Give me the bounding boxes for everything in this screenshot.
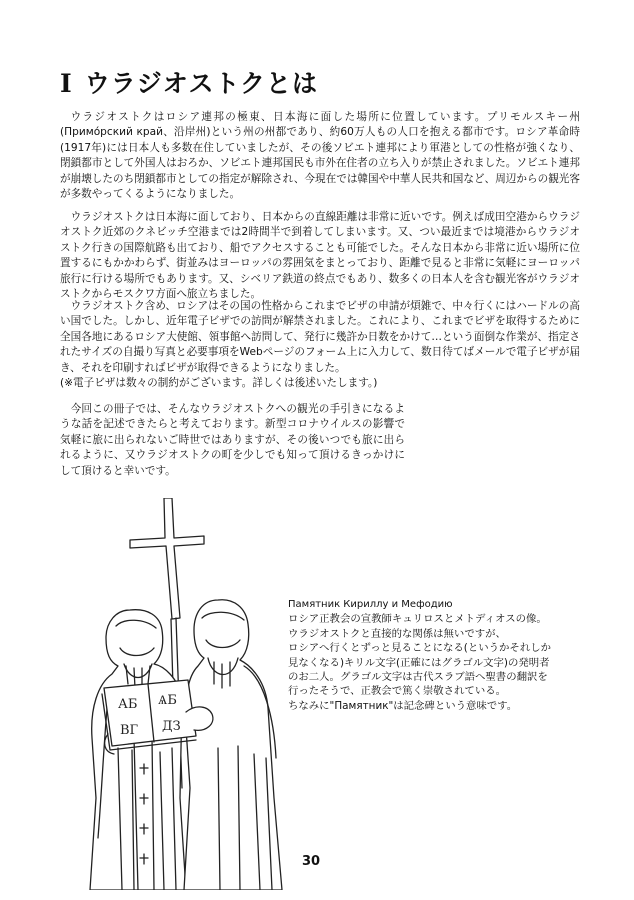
book-letters-1: АБ — [118, 697, 138, 712]
caption-russian-title: Памятник Кириллу и Мефодию — [288, 599, 453, 610]
paragraph-overview: ウラジオストクはロシア連邦の極東、日本海に面した場所に位置しています。プリモルスキー州(Примо́рский край、沿岸州)という州の州都であり、約60万人もの人口を抱える都市です。ロシア革命時(1917年)には日本人も多数在住していましたが、その後ソビエト連邦により軍港としての性格が強くなり、閉鎖都市として外国人はおろか、ソビエト連邦国民も市外在住者の立ち入りが禁止されました。ソビエト連邦が崩壊したのち閉鎖都市としての指定が解除され、今現在では韓国や中華人民共和国など、周辺からの観光客が多数やってくるようになりました。 — [60, 111, 580, 201]
visa-note: (※電子ビザは数々の制約がございます。詳しくは後述いたします。) — [60, 377, 378, 390]
caption-line: ロシア正教会の宣教師キュリロスとメトディオスの像。 — [288, 613, 547, 626]
cyril-methodius-statue-illustration — [68, 498, 316, 890]
paragraph-visa — [60, 299, 580, 391]
page-number: 30 — [302, 854, 321, 869]
caption-line: のお二人。グラゴル文字は古代スラブ語へ聖書の翻訳を — [288, 671, 548, 684]
book-letters-2: ВГ — [120, 723, 139, 738]
paragraph-visa-text: ウラジオストク含め、ロシアはその国の性格からこれまでビザの申請が煩雑で、中々行くにはハードルの高い国でした。しかし、近年電子ビザでの訪問が解禁されました。これにより、これまでビザを取得するために全国各地にあるロシア大使館、領事館へ訪問して、発行に幾許か日数をかけて…という面倒な作業が、指定されたサイズの自撮り写真と必要事項をWebページのフォーム上に入力して、数日待てばメールで電子ビザが届き、それを印刷すればビザが取得できるようになりました。 — [60, 300, 580, 374]
caption-line: ウラジオストクと直接的な関係は無いですが、 — [288, 627, 506, 640]
caption-line: ロシアへ行くとずっと見ることになる(というかそれしか — [288, 642, 551, 655]
caption-line: ちなみに"Памятник"は記念碑という意味です。 — [288, 699, 518, 712]
caption-line: 見なくなる)キリル文字(正確にはグラゴル文字)の発明者 — [288, 656, 550, 669]
book-letters-4: ДЗ — [162, 719, 181, 734]
book-letters-3: ѦБ — [158, 693, 177, 708]
section-numeral: I — [60, 69, 73, 98]
section-title-text: ウラジオストクとは — [84, 69, 318, 98]
illustration-caption — [288, 598, 588, 713]
section-title — [60, 64, 318, 100]
paragraph-distance: ウラジオストクは日本海に面しており、日本からの直線距離は非常に近いです。例えば成田空港からウラジオストク近郊のクネビッチ空港までは2時間半で到着してしまいます。又、つい最近までは境港からウラジオストク行きの国際航路も出ており、船でアクセスすることも可能でした。そんな日本から非常に近い場所に位置するにもかかわらず、街並みはヨーロッパの雰囲気をまとっており、距離で見ると非常に気軽にヨーロッパ旅行に行ける場所でもあります。又、シベリア鉄道の終点でもあり、数多くの日本人を含む観光客がウラジオストクからモスクワ方面へ旅立ちました。 — [60, 211, 580, 301]
paragraph-purpose: 今回この冊子では、そんなウラジオストクへの観光の手引きになるような話を記述できたらと考えております。新型コロナウイルスの影響で気軽に旅に出られないご時世ではありますが、その後いつでも旅に出られるように、又ウラジオストクの町を少しでも知って頂けるきっかけにして頂けると幸いです。 — [60, 403, 405, 477]
caption-line: 行ったそうで、正教会で篤く崇敬されている。 — [288, 685, 506, 698]
